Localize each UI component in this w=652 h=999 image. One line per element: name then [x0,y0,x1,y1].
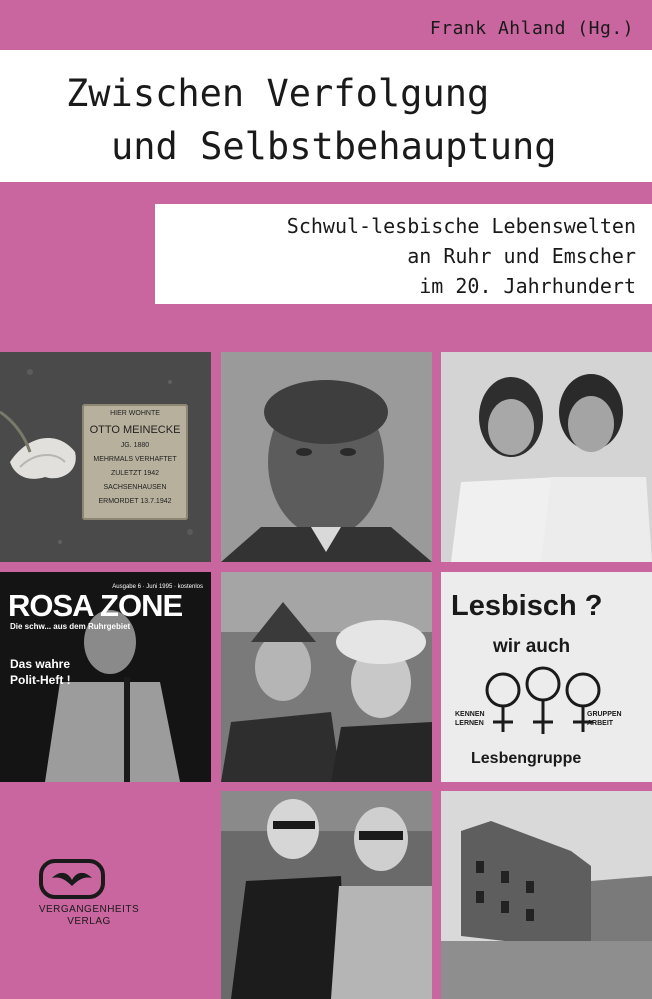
poster-footer: Lesbengruppe [471,750,582,767]
subtitle-line-1: Schwul-lesbische Lebenswelten [286,214,636,238]
poster-headline: Lesbisch ? [451,590,603,622]
editor-name: Frank Ahland (Hg.) [429,18,634,39]
two-men-image [221,791,432,999]
magazine-tagline: Die schw... aus dem Ruhrgebiet [10,622,131,631]
photo-carnival [221,572,432,782]
photo-portrait-man [221,352,432,562]
poster-right-caption: GRUPPEN ARBEIT [587,711,622,727]
publisher-name-line-1: VERGANGENHEITS [38,904,140,915]
two-women-image [441,352,652,562]
magazine-cover-text: Das wahre Polit-Heft ! [10,657,71,687]
subtitle-line-3: im 20. Jahrhundert [419,274,636,298]
plate-line-5: ZULETZT 1942 [110,470,160,477]
photo-two-women [441,352,652,562]
ruins-image [441,791,652,999]
title-line-2: und Selbstbehauptung [111,125,557,168]
photo-poster [441,572,652,782]
stolperstein-plate [82,404,188,520]
subtitle-line-2: an Ruhr und Emscher [407,244,636,268]
publisher-name [24,904,154,928]
carnival-image [221,572,432,782]
photo-two-men [221,791,432,999]
magazine-issue: Ausgabe 6 · Juni 1995 · kostenlos [112,584,203,590]
plate-line-4: MEHRMALS VERHAFTET [93,456,177,463]
plate-line-2: OTTO MEINECKE [89,424,181,436]
publisher-name-line-2: VERLAG [67,916,111,927]
poster-left-caption: KENNEN LERNEN [455,711,485,727]
title-line-1: Zwischen Verfolgung [66,72,490,115]
photo-magazine-cover [0,572,211,782]
magazine-masthead: ROSA ZONE [8,588,183,623]
plate-line-3: JG. 1880 [120,442,150,449]
plate-line-6: SACHSENHAUSEN [103,484,167,491]
portrait-man-image [221,352,432,562]
publisher-logo-icon [38,858,106,900]
photo-stolperstein [0,352,211,562]
plate-line-7: ERMORDET 13.7.1942 [98,498,172,505]
poster-line-2: wir auch [493,636,571,657]
photo-ruins [441,791,652,999]
plate-line-1: HIER WOHNTE [110,410,160,417]
